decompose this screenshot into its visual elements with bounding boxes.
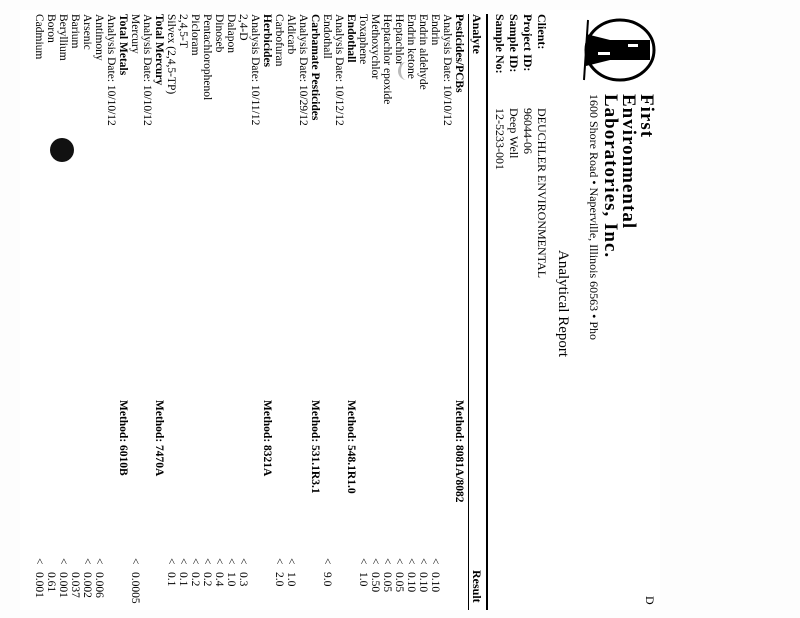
analyte-name: Methoxychlor — [369, 14, 381, 80]
less-than-sign: < — [405, 558, 417, 565]
less-than-sign: < — [81, 558, 93, 565]
analyte-name: 2,4,5-T — [177, 14, 189, 48]
less-than-sign: < — [177, 558, 189, 565]
less-than-sign: < — [381, 558, 393, 565]
result-value: 0.05 — [393, 572, 405, 593]
result-value: 0.001 — [33, 572, 45, 598]
project-id-value: 96044-06 — [521, 108, 535, 154]
result-value: 0.61 — [45, 572, 57, 593]
analyte-name: Antimony — [93, 14, 105, 61]
report-title: Analytical Report — [555, 250, 571, 358]
table-header-rule — [468, 14, 469, 610]
analyte-name: Dalapon — [225, 14, 237, 53]
section-method: Method: 548.1R1.0 — [345, 400, 357, 494]
section-title: Endothall — [345, 14, 357, 63]
section-method: Method: 8081A/8082 — [453, 400, 465, 503]
page-marker: D — [643, 596, 657, 605]
section-title: Carbamate Pesticides — [309, 14, 321, 121]
less-than-sign: < — [57, 558, 69, 565]
analyte-name: Toxaphene — [357, 14, 369, 65]
client-value: DEUCHLER ENVIRONMENTAL — [535, 108, 549, 279]
analyte-name: Endothall — [321, 14, 333, 59]
project-id-label: Project ID: — [521, 14, 535, 72]
table-top-rule — [486, 14, 488, 610]
lab-name-line1: First — [636, 94, 657, 139]
section-title: Herbicides — [261, 14, 273, 68]
analyte-name: Heptachlor epoxide — [381, 14, 393, 105]
analysis-date: Analysis Date: 10/29/12 — [297, 14, 309, 126]
analyte-name: Cadmium — [33, 14, 45, 60]
less-than-sign: < — [393, 558, 405, 565]
analysis-date: Analysis Date: 10/12/12 — [333, 14, 345, 126]
analyte-name: 2,4-D — [237, 14, 249, 41]
analyte-name: Boron — [45, 14, 57, 43]
analyte-name: Aldicarb — [285, 14, 297, 55]
section-method: Method: 7470A — [153, 400, 165, 477]
less-than-sign: < — [129, 558, 141, 565]
less-than-sign: < — [237, 558, 249, 565]
less-than-sign: < — [429, 558, 441, 565]
section-title: Total Metals — [117, 14, 129, 76]
less-than-sign: < — [213, 558, 225, 565]
section-title: Total Mercury — [153, 14, 165, 86]
result-value: 0.001 — [57, 572, 69, 598]
result-value: 0.10 — [405, 572, 417, 593]
analysis-date: Analysis Date: 10/10/12 — [441, 14, 453, 126]
client-label: Client: — [535, 14, 549, 50]
section-method: Method: 8321A — [261, 400, 273, 477]
less-than-sign: < — [201, 558, 213, 565]
analyte-name: Beryllium — [57, 14, 69, 61]
punch-hole — [398, 62, 415, 80]
sample-id-value: Deep Well — [507, 108, 521, 159]
analyte-name: Silvex (2,4,5-TP) — [165, 14, 177, 95]
result-value: 0.10 — [429, 572, 441, 593]
less-than-sign: < — [33, 558, 45, 565]
sample-no-value: 12-5233-001 — [493, 108, 507, 170]
result-value: 0.4 — [213, 572, 225, 587]
result-value: 0.1 — [165, 572, 177, 587]
analysis-date: Analysis Date: 10/10/12 — [141, 14, 153, 126]
analyte-name: Dinoseb — [213, 14, 225, 53]
result-value: 1.0 — [357, 572, 369, 587]
result-value: 0.3 — [237, 572, 249, 587]
analyte-name: Arsenic — [81, 14, 93, 50]
result-value: 1.0 — [225, 572, 237, 587]
sample-id-label: Sample ID: — [507, 14, 521, 73]
analysis-date: Analysis Date: 10/10/12 — [105, 14, 117, 126]
result-value: 0.2 — [189, 572, 201, 587]
result-value: 0.0005 — [129, 572, 141, 604]
column-header-result: Result — [470, 570, 484, 603]
result-value: 2.0 — [273, 572, 285, 587]
analyte-name: Heptachlor — [393, 14, 405, 66]
result-value: 0.2 — [201, 572, 213, 587]
result-value: 0.1 — [177, 572, 189, 587]
analyte-name: Mercury — [129, 14, 141, 54]
analyte-name: Endrin — [429, 14, 441, 46]
less-than-sign: < — [165, 558, 177, 565]
analyte-name: Barium — [69, 14, 81, 49]
result-value: 1.0 — [285, 572, 297, 587]
result-value: 0.50 — [369, 572, 381, 593]
result-value: 0.05 — [381, 572, 393, 593]
section-method: Method: 531.1R3.1 — [309, 400, 321, 494]
analyte-name: Endrin aldehyde — [417, 14, 429, 90]
analyte-name: Endrin ketone — [405, 14, 417, 79]
less-than-sign: < — [369, 558, 381, 565]
result-value: 0.002 — [81, 572, 93, 598]
lab-address: 1600 Shore Road • Naperville, Illinois 60563 • Pho — [587, 94, 601, 341]
section-method: Method: 6010B — [117, 400, 129, 476]
result-value: 0.037 — [69, 572, 81, 598]
less-than-sign: < — [93, 558, 105, 565]
lab-name-line3: Laboratories, Inc. — [600, 94, 621, 259]
sample-no-label: Sample No: — [493, 14, 507, 74]
punch-hole — [50, 138, 74, 162]
lab-name-line2: Environmental — [618, 94, 639, 230]
lab-logo-icon — [580, 14, 658, 84]
less-than-sign: < — [273, 558, 285, 565]
analyte-name: Picloram — [189, 14, 201, 56]
less-than-sign: < — [225, 558, 237, 565]
result-value: 0.10 — [417, 572, 429, 593]
less-than-sign: < — [357, 558, 369, 565]
section-title: Pesticides/PCBs — [453, 14, 465, 93]
less-than-sign: < — [417, 558, 429, 565]
analyte-name: Pentachlorophenol — [201, 14, 213, 101]
column-header-analyte: Analyte — [470, 14, 484, 54]
result-value: 9.0 — [321, 572, 333, 587]
analysis-date: Analysis Date: 10/11/12 — [249, 14, 261, 126]
less-than-sign: < — [285, 558, 297, 565]
less-than-sign: < — [189, 558, 201, 565]
analytical-report-page — [20, 10, 660, 610]
analyte-name: Carbofuran — [273, 14, 285, 67]
less-than-sign: < — [321, 558, 333, 565]
result-value: 0.006 — [93, 572, 105, 598]
